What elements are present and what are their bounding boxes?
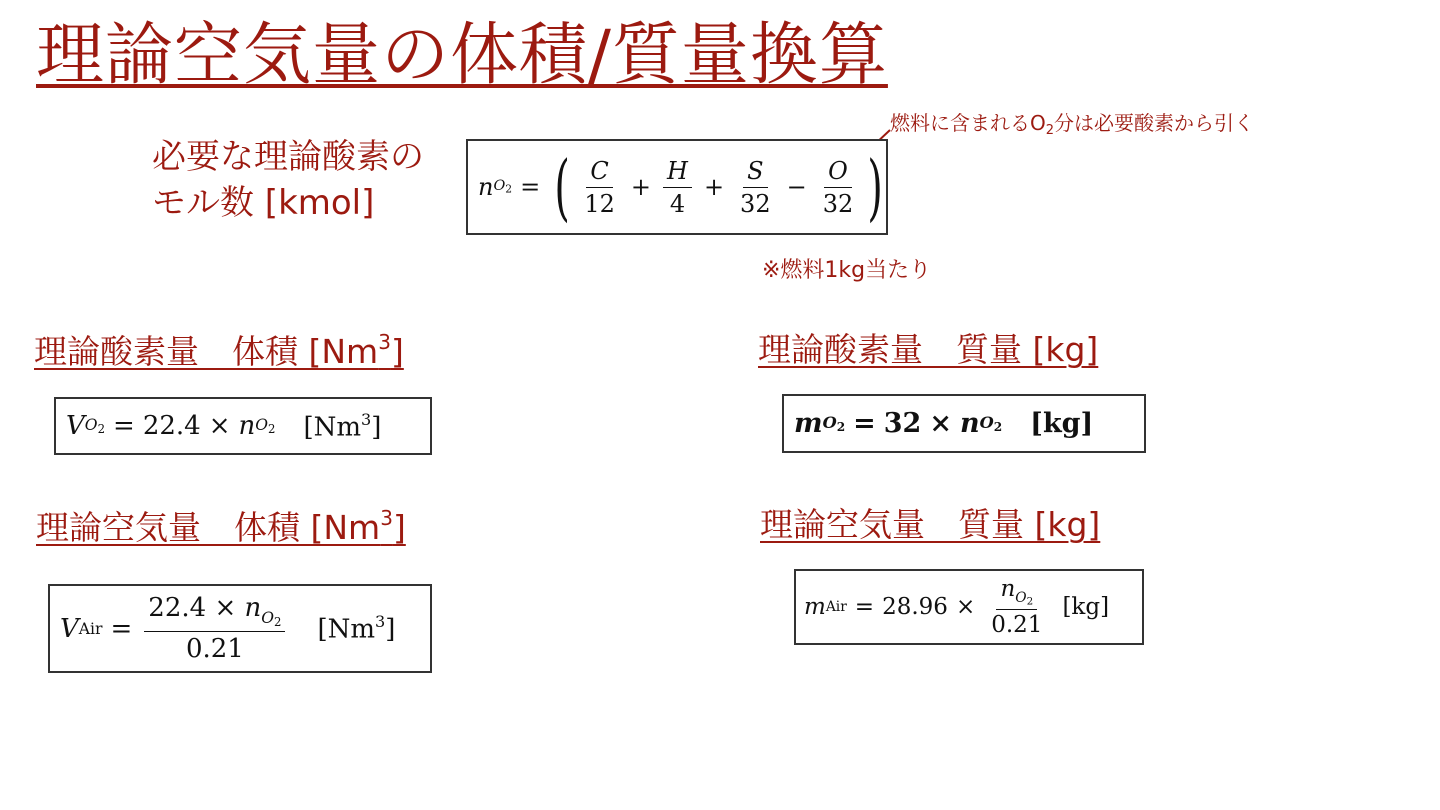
n-sub-o: O	[255, 416, 269, 435]
equals-sign: =	[520, 173, 541, 201]
o2-note-prefix: 燃料に含まれるO	[890, 111, 1046, 135]
n-symbol: n	[244, 593, 262, 624]
fraction-c	[580, 157, 619, 218]
frac-s-den: 32	[740, 189, 771, 218]
frac-o-den: 32	[822, 189, 854, 218]
mol-label-line1: 必要な理論酸素の	[152, 137, 424, 177]
fraction-numerator	[996, 576, 1037, 611]
o2-note	[890, 107, 1254, 138]
heading-o2-volume-text: 理論酸素量 体積 [Nm	[34, 332, 379, 371]
n-sub-2: 2	[505, 182, 513, 196]
m-symbol: m	[794, 408, 823, 439]
fraction-denominator: 0.21	[991, 612, 1043, 639]
v-symbol: V	[66, 411, 85, 441]
mol-label	[152, 134, 424, 226]
coefficient: 28.96	[882, 594, 948, 620]
v-sub-o: O	[84, 416, 98, 435]
m-sub-air: Air	[825, 599, 847, 615]
heading-o2-volume	[34, 332, 404, 372]
heading-air-volume-sup: 3	[380, 506, 393, 530]
times-sign: ×	[955, 594, 976, 620]
unit-label: [kg]	[1030, 408, 1094, 439]
unit-label	[303, 410, 381, 442]
frac-h-den: 4	[669, 189, 686, 218]
n-sub-2: 2	[1026, 595, 1034, 608]
n-sub-o: O	[493, 178, 506, 195]
o2-note-suffix: 分は必要酸素から引く	[1054, 111, 1255, 135]
fraction-h	[663, 157, 692, 218]
air-volume-fraction	[144, 593, 285, 664]
frac-h-num: H	[663, 157, 692, 188]
o2-note-sub: 2	[1045, 123, 1055, 138]
m-sub-o: O	[822, 412, 837, 432]
plus-sign: +	[703, 173, 725, 201]
fraction-numerator	[144, 593, 285, 632]
fraction-o	[819, 157, 858, 218]
coefficient: 22.4	[148, 593, 207, 624]
n-sub-o: O	[979, 412, 994, 432]
frac-c-den: 12	[584, 189, 615, 218]
air-mass-formula	[794, 569, 1144, 645]
frac-s-num: S	[743, 157, 767, 188]
n-symbol: n	[238, 411, 256, 441]
unit-sup: 3	[361, 409, 372, 429]
unit-end: ]	[371, 412, 382, 443]
v-sub-2: 2	[97, 421, 106, 436]
mol-label-line2: モル数 [kmol]	[152, 183, 375, 223]
v-symbol: V	[60, 613, 79, 644]
air-mass-fraction	[987, 576, 1046, 639]
n-symbol: n	[1000, 575, 1016, 602]
times-sign: ×	[929, 408, 952, 439]
heading-o2-volume-sup: 3	[378, 330, 391, 354]
heading-air-volume-text: 理論空気量 体積 [Nm	[36, 508, 381, 547]
air-volume-formula	[48, 584, 432, 673]
per-kg-note: ※燃料1kg当たり	[762, 258, 932, 283]
frac-o-num: O	[824, 157, 852, 188]
left-paren: (	[554, 145, 571, 229]
v-sub-air: Air	[78, 619, 103, 638]
equals-sign: =	[854, 594, 875, 620]
fraction-s	[736, 157, 775, 218]
minus-sign: −	[786, 173, 807, 201]
coefficient: 32	[883, 408, 922, 439]
n-sub-o: O	[261, 609, 275, 628]
m-symbol: m	[804, 594, 826, 620]
unit-sup: 3	[375, 612, 386, 632]
m-sub-2: 2	[836, 420, 846, 435]
n-symbol: n	[478, 173, 494, 201]
oxygen-moles-formula	[466, 139, 888, 235]
equals-sign: =	[110, 613, 133, 644]
page-title: 理論空気量の体積/質量換算	[36, 16, 888, 95]
heading-air-volume	[36, 508, 406, 548]
o2-volume-formula	[54, 397, 432, 455]
unit-label	[317, 612, 395, 644]
n-sub-2: 2	[274, 614, 282, 629]
heading-o2-mass: 理論酸素量 質量 [kg]	[758, 330, 1099, 369]
unit-label: [kg]	[1062, 594, 1110, 620]
frac-c-num: C	[586, 157, 612, 188]
n-sub-o: O	[1015, 589, 1027, 606]
heading-air-mass: 理論空気量 質量 [kg]	[760, 505, 1101, 544]
n-sub-2: 2	[268, 421, 276, 436]
equals-sign: =	[113, 411, 135, 441]
times-sign: ×	[208, 411, 231, 441]
plus-sign: +	[630, 173, 651, 201]
coefficient: 22.4	[142, 411, 201, 441]
unit-pre: [Nm	[317, 614, 376, 645]
unit-pre: [Nm	[303, 412, 362, 443]
heading-air-volume-end: ]	[392, 508, 406, 547]
times-sign: ×	[214, 593, 237, 624]
fraction-denominator: 0.21	[185, 633, 244, 664]
right-paren: )	[867, 145, 884, 229]
unit-end: ]	[385, 614, 396, 645]
n-sub-2: 2	[993, 420, 1003, 435]
equals-sign: =	[853, 408, 876, 439]
o2-mass-formula	[782, 394, 1146, 453]
n-symbol: n	[959, 408, 980, 439]
heading-o2-volume-end: ]	[390, 332, 404, 371]
